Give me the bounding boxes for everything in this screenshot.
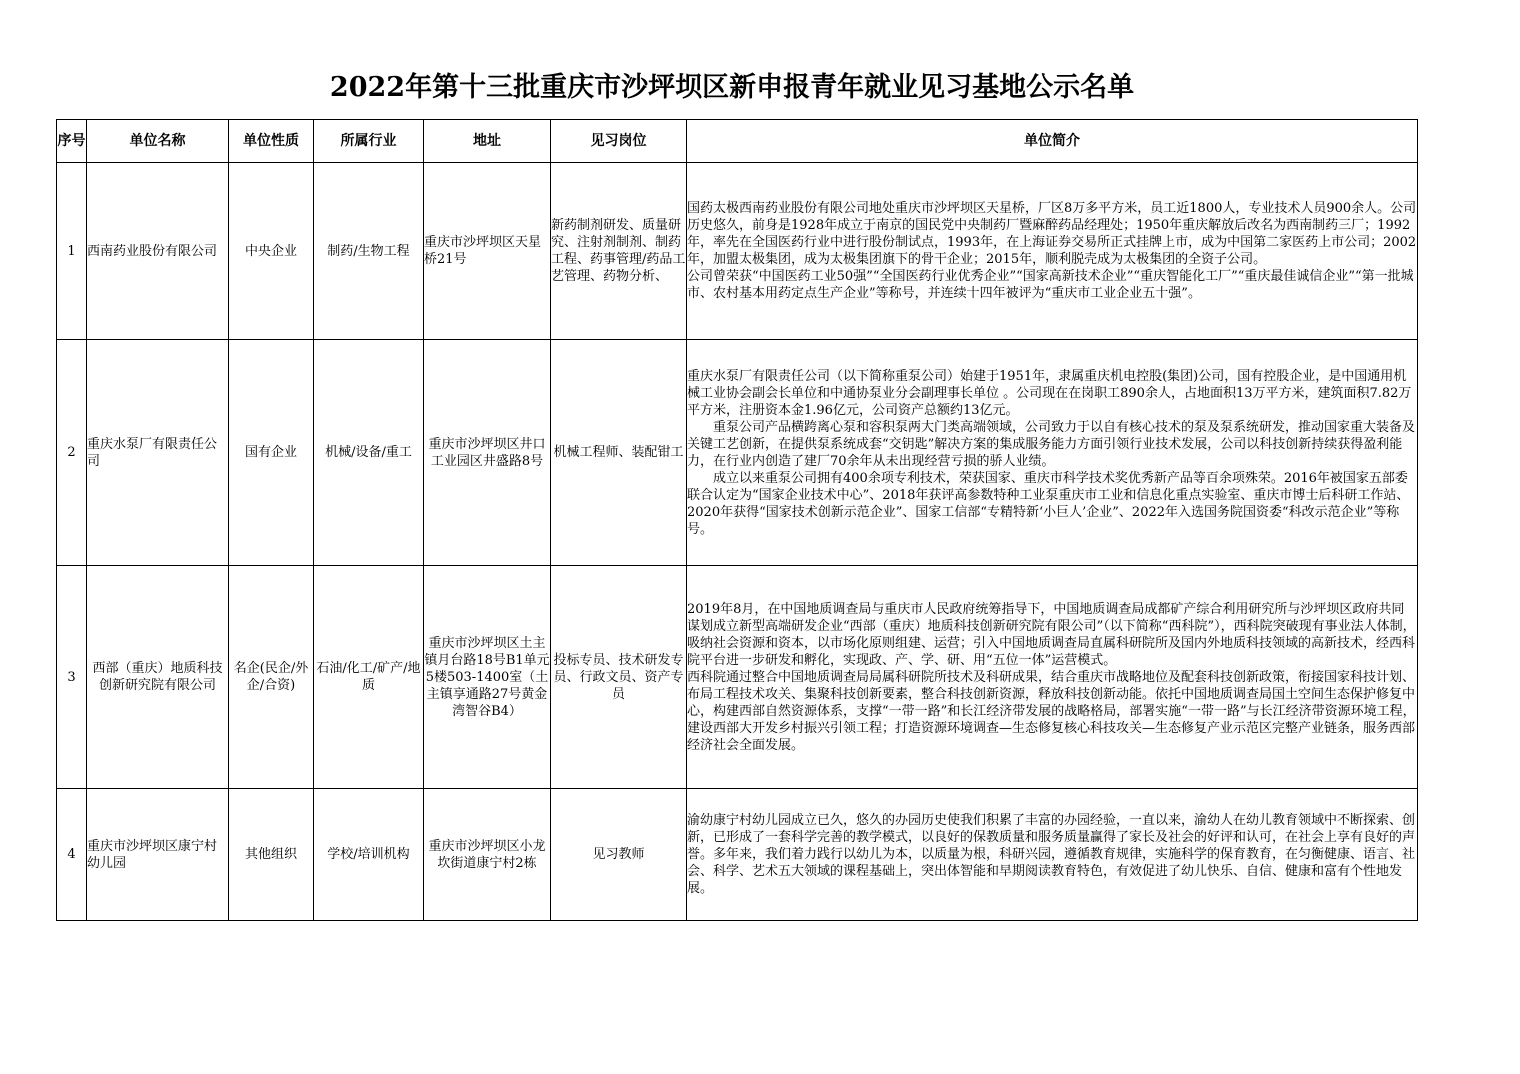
unit-address: 重庆市沙坪坝区天星桥21号 — [424, 163, 551, 340]
intro-paragraph: 成立以来重泵公司拥有400余项专利技术，荣获国家、重庆市科学技术奖优秀新产品等百余项殊荣。2016年被国家五部委联合认定为“国家企业技术中心”、2018年获评高参数特种工业泵重庆市工业和信息化重点实验室、重庆市博士后科研工作站、2020年获得“国家技术创新示范企业”、国家工信部“专精特新‘小巨人’企业”、2022年入选国务院国资委“科改示范企业”等称号。 — [687, 470, 1410, 537]
row-no: 4 — [57, 789, 87, 921]
unit-type: 中央企业 — [229, 163, 314, 340]
unit-posts: 机械工程师、装配钳工 — [551, 340, 687, 566]
unit-posts: 新药制剂研发、质量研究、注射剂制剂、制药工程、药事管理/药品工艺管理、药物分析、 — [551, 163, 687, 340]
unit-name: 重庆市沙坪坝区康宁村幼儿园 — [87, 789, 229, 921]
unit-intro — [687, 566, 1418, 789]
page-title: 2022年第十三批重庆市沙坪坝区新申报青年就业见习基地公示名单 — [329, 72, 1135, 103]
roster-table — [56, 119, 1418, 921]
row-no: 1 — [57, 163, 87, 340]
table-row — [57, 789, 1418, 921]
intro-paragraph: 重庆水泵厂有限责任公司（以下简称重泵公司）始建于1951年，隶属重庆机电控股(集团)公司，国有控股企业，是中国通用机械工业协会副会长单位和中通协泵业分会副理事长单位 。公司现在在岗职工890余人，占地面积13万平方米，建筑面积7.82万平方米，注册资本金1.96亿元，公司资产总额约13亿元。 — [687, 368, 1412, 418]
intro-paragraph: 2019年8月，在中国地质调查局与重庆市人民政府统筹指导下，中国地质调查局成都矿产综合利用研究所与沙坪坝区政府共同谋划成立新型高端研发企业“西部（重庆）地质科技创新研究院有限公司”（以下简称“西科院”），西科院突破现有事业法人体制，吸纳社会资源和资本，以市场化原则组建、运营；引入中国地质调查局直属科研院所及国内外地质科技领域的高新技术，经西科院平台进一步研发和孵化，实现政、产、学、研、用“五位一体”运营模式。 — [687, 601, 1416, 668]
unit-name: 重庆水泵厂有限责任公司 — [87, 340, 229, 566]
intro-paragraph: 国药太极西南药业股份有限公司地处重庆市沙坪坝区天星桥，厂区8万多平方米，员工近1800人，专业技术人员900余人。公司历史悠久，前身是1928年成立于南京的国民党中央制药厂暨麻醉药品经理处；1950年重庆解放后改名为西南制药三厂；1992年，率先在全国医药行业中进行股份制试点，1993年，在上海证券交易所正式挂牌上市，成为中国第二家医药上市公司；2002年，加盟太极集团，成为太极集团旗下的骨干企业；2015年，顺利脱壳成为太极集团的全资子公司。 — [687, 201, 1417, 267]
unit-intro — [687, 789, 1418, 921]
header-industry: 所属行业 — [314, 120, 424, 163]
intro-paragraph: 西科院通过整合中国地质调查局局属科研院所技术及科研成果，结合重庆市战略地位及配套科技创新政策，衔接国家科技计划、布局工程技术攻关、集聚科技创新要素，整合科技创新资源，释放科技创新动能。依托中国地质调查局国土空间生态保护修复中心，构建西部自然资源体系，支撑“一带一路”和长江经济带发展的战略格局，部署实施“一带一路”与长江经济带资源环境工程，建设西部大开发乡村振兴引领工程；打造资源环境调查—生态修复核心科技攻关—生态修复产业示范区完整产业链条，服务西部经济社会全面发展。 — [687, 669, 1416, 753]
unit-industry: 学校/培训机构 — [314, 789, 424, 921]
unit-type: 国有企业 — [229, 340, 314, 566]
unit-address: 重庆市沙坪坝区土主镇月台路18号B1单元5楼503-1400室（土主镇享通路27号黄金湾智谷B4） — [424, 566, 551, 789]
unit-address: 重庆市沙坪坝区井口工业园区井盛路8号 — [424, 340, 551, 566]
unit-name: 西南药业股份有限公司 — [87, 163, 229, 340]
row-no: 3 — [57, 566, 87, 789]
table-row — [57, 163, 1418, 340]
unit-intro — [687, 340, 1418, 566]
unit-type: 名企(民企/外企/合资) — [229, 566, 314, 789]
unit-posts: 见习教师 — [551, 789, 687, 921]
row-no: 2 — [57, 340, 87, 566]
table-row — [57, 566, 1418, 789]
unit-intro — [687, 163, 1418, 340]
intro-paragraph: 重泵公司产品横跨离心泵和容积泵两大门类高端领域，公司致力于以自有核心技术的泵及泵系统研发，推动国家重大装备及关键工艺创新，在提供泵系统成套“交钥匙”解决方案的集成服务能力方面引领行业技术发展，公司以科技创新持续获得盈利能力，在行业内创造了建厂70余年从未出现经营亏损的骄人业绩。 — [687, 419, 1416, 469]
unit-name: 西部（重庆）地质科技创新研究院有限公司 — [87, 566, 229, 789]
header-address: 地址 — [424, 120, 551, 163]
header-posts: 见习岗位 — [551, 120, 687, 163]
header-no: 序号 — [57, 120, 87, 163]
unit-address: 重庆市沙坪坝区小龙坎街道康宁村2栋 — [424, 789, 551, 921]
unit-posts: 投标专员、技术研发专员、行政文员、资产专员 — [551, 566, 687, 789]
unit-industry: 机械/设备/重工 — [314, 340, 424, 566]
header-name: 单位名称 — [87, 120, 229, 163]
header-row — [57, 120, 1418, 163]
unit-industry: 石油/化工/矿产/地质 — [314, 566, 424, 789]
unit-type: 其他组织 — [229, 789, 314, 921]
table-row — [57, 340, 1418, 566]
unit-industry: 制药/生物工程 — [314, 163, 424, 340]
header-type: 单位性质 — [229, 120, 314, 163]
intro-paragraph: 公司曾荣获“中国医药工业50强”“全国医药行业优秀企业”“国家高新技术企业”“重庆智能化工厂”“重庆最佳诚信企业”“第一批城市、农村基本用药定点生产企业”等称号，并连续十四年被评为“重庆市工业企业五十强”。 — [687, 269, 1414, 301]
header-intro: 单位简介 — [687, 120, 1418, 163]
intro-paragraph: 渝幼康宁村幼儿园成立已久，悠久的办园历史使我们积累了丰富的办园经验，一直以来，渝幼人在幼儿教育领域中不断探索、创新，已形成了一套科学完善的教学模式，以良好的保教质量和服务质量赢得了家长及社会的好评和认可，在社会上享有良好的声誉。多年来，我们着力践行以幼儿为本，以质量为根，科研兴园，遵循教育规律，实施科学的保育教育，在匀衡健康、语言、社会、科学、艺术五大领域的课程基础上，突出体智能和早期阅读教育特色，有效促进了幼儿快乐、自信、健康和富有个性地发展。 — [687, 813, 1416, 896]
